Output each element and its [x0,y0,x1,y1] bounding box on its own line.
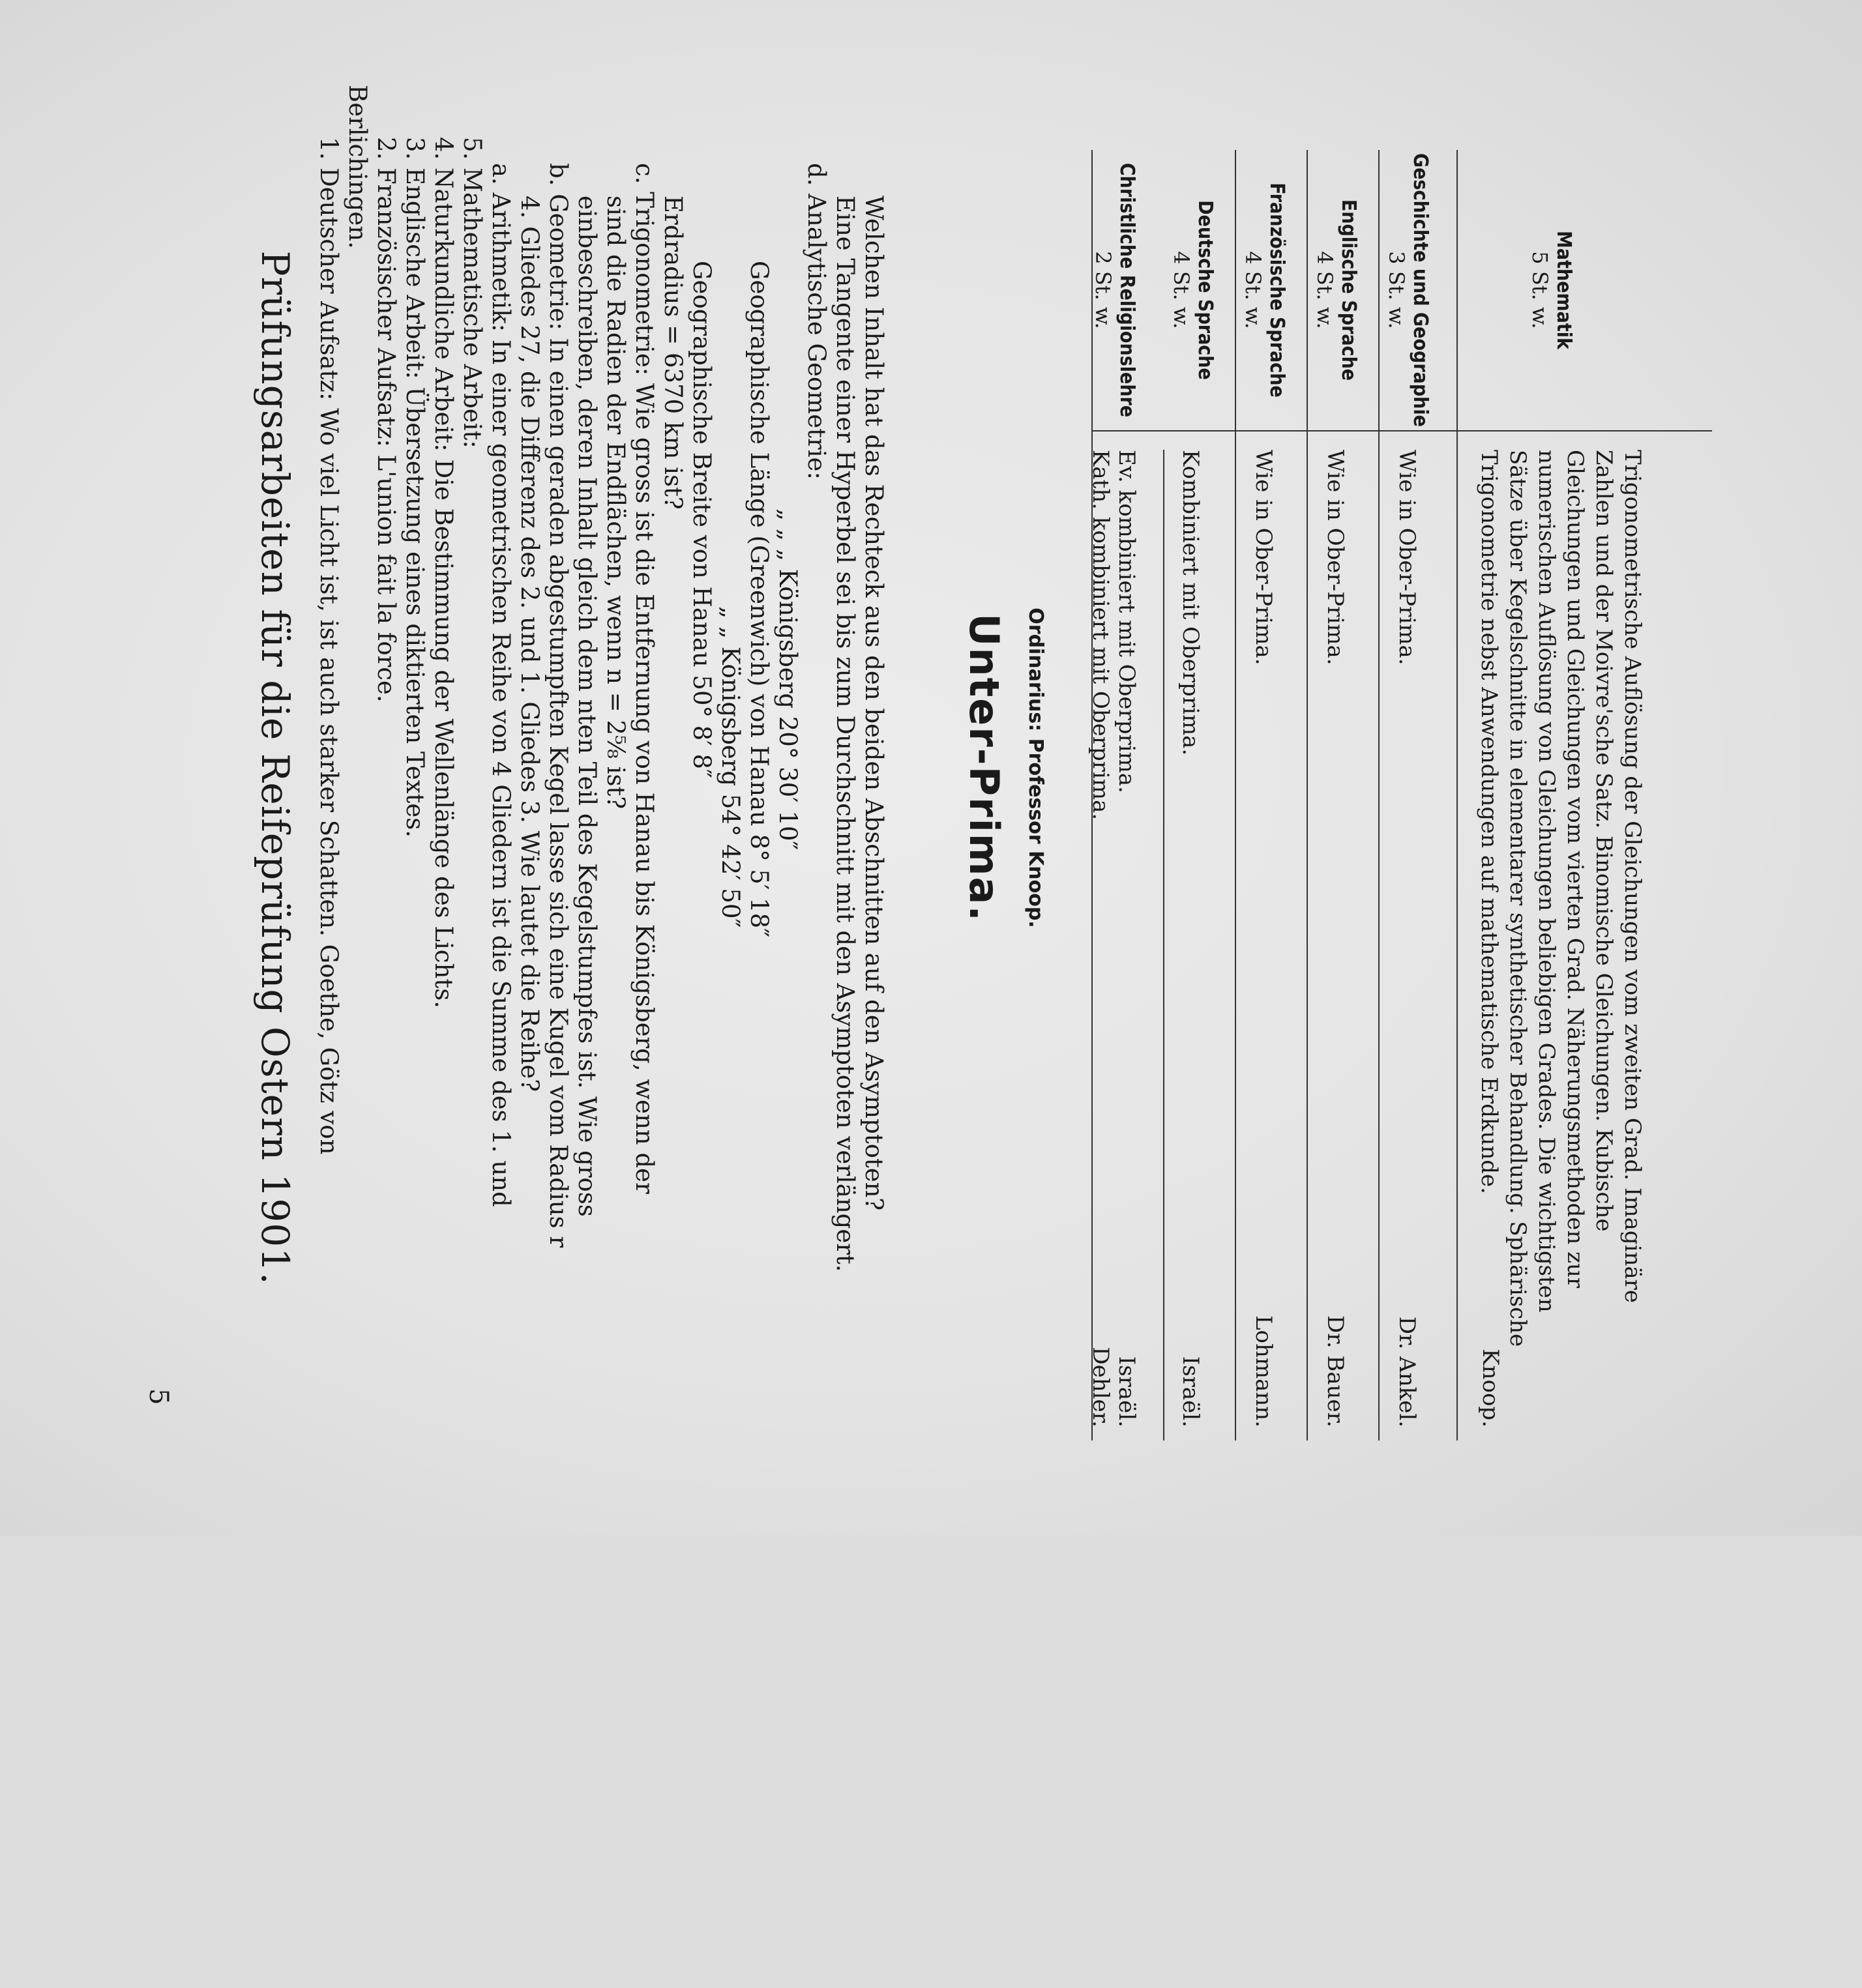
row-rule [1378,150,1380,1440]
exam-line: sind die Radien der Endflächen, wenn n = 2⅝ ist? [602,196,630,810]
table-cell: Ev. kombiniert mit Oberprima. Kath. kombiniert mit Oberprima. [1087,450,1140,821]
table-cell: Wie in Ober-Prima. [1250,450,1277,665]
teacher-cell: Israël. Dehler. [1087,1347,1140,1427]
exam-line: „ „ „ Königsberg 20° 30′ 10″ [774,508,802,851]
row-rule [1163,450,1164,1440]
table-column-rule [1497,430,1712,431]
exam-line: 5. Mathematische Arbeit: [458,137,486,448]
teacher-cell: Lohmann. [1250,1315,1277,1427]
exam-line: c. Trigonometrie: Wie gross ist die Entfernung von Hanau bis Königsberg, wenn der [630,163,658,1194]
row-rule [1456,150,1458,1440]
exam-line: Eine Tangente einer Hyperbel sei bis zum Durchschnitt mit den Asymptoten verlängert. [831,196,859,1272]
exam-line: 1. Deutscher Aufsatz: Wo viel Licht ist, ist auch starker Schatten. Goethe, Götz von [315,137,343,1155]
exam-line: „ „ Königsberg 54° 42′ 50″ [717,606,745,928]
exam-line: a. Arithmetik: In einer geometrischen Reihe von 4 Gliedern ist die Summe des 1. und [487,163,515,1207]
subject-mathematik: Mathematik 5 St. w. [1528,231,1575,349]
exam-line: Geographische Breite von Hanau 50° 8′ 8″ [688,261,716,778]
table-cell: Trigonometrische Auflösung der Gleichungen vom zweiten Grad. Imaginäre Zahlen und der Moivre'sche Satz. Binomische Gleichungen. Kubische Gleichungen und Gleichungen vom vierten Grad. Näherungsmethoden zur numerischen Auflösung von Gleichungen beliebigen Grades. Die wichtigsten Sätze über Kegelschnitte in elementarer synthetischer Behandlung. Sphärische Trigonometrie nebst Anwendungen auf mathematische Erdkunde. [1476,450,1646,1347]
table-cell: Kombiniert mit Oberprima. [1177,450,1204,756]
subject-franzoesisch: Französische Sprache 4 St. w. [1241,183,1288,398]
page-title: Prüfungsarbeiten für die Reifeprüfung Ostern 1901. [253,250,297,1285]
exam-line: einbeschreiben, deren Inhalt gleich dem nten Teil des Kegelstumpfes ist. Wie gross [573,196,601,1217]
exam-line: d. Analytische Geometrie: [803,163,831,480]
page-number: 5 [143,1388,173,1405]
exam-line: Geographische Länge (Greenwich) von Hanau 8° 5′ 18″ [745,261,773,938]
teacher-cell: Knoop. [1477,1349,1503,1427]
row-rule [1307,150,1308,1440]
exam-line: Berlichingen. [344,85,372,249]
table-column-rule [1093,430,1497,431]
subject-geschichte: Geschichte und Geographie 3 St. w. [1384,153,1432,427]
subject-religion: Christliche Religionslehre 2 St. w. [1091,162,1138,418]
curriculum-table [1054,150,1862,1440]
row-rule [1235,150,1236,1440]
ordinarius-line: Ordinarius: Professor Knoop. [1024,607,1047,928]
exam-line: 2. Französischer Aufsatz: L'union fait la force. [372,137,400,703]
exam-line: 3. Englische Arbeit: Übersetzung eines diktierten Textes. [401,137,429,838]
exam-line: 4. Naturkundliche Arbeit: Die Bestimmung der Wellenlänge des Lichts. [430,137,458,1008]
teacher-cell: Israël. [1177,1356,1204,1427]
exam-line: Erdradius = 6370 km ist? [659,196,687,510]
section-title: Unter-Prima. [960,613,1008,922]
table-cell: Wie in Ober-Prima. [1394,450,1420,665]
exam-line: Welchen Inhalt hat das Rechteck aus den beiden Abschnitten auf den Asymptoten? [860,196,888,1211]
exam-line: 4. Gliedes 27, die Differenz des 2. und 1. Gliedes 3. Wie lautet die Reihe? [516,196,544,1092]
subject-englisch: Englische Sprache 4 St. w. [1312,199,1360,381]
subject-deutsch: Deutsche Sprache 4 St. w. [1169,200,1217,380]
teacher-cell: Dr. Ankel. [1394,1316,1420,1427]
teacher-cell: Dr. Bauer. [1322,1315,1348,1427]
exam-line: b. Geometrie: In einen geraden abgestumpften Kegel lasse sich eine Kugel vom Radius r [544,163,572,1248]
table-cell: Wie in Ober-Prima. [1322,450,1348,665]
